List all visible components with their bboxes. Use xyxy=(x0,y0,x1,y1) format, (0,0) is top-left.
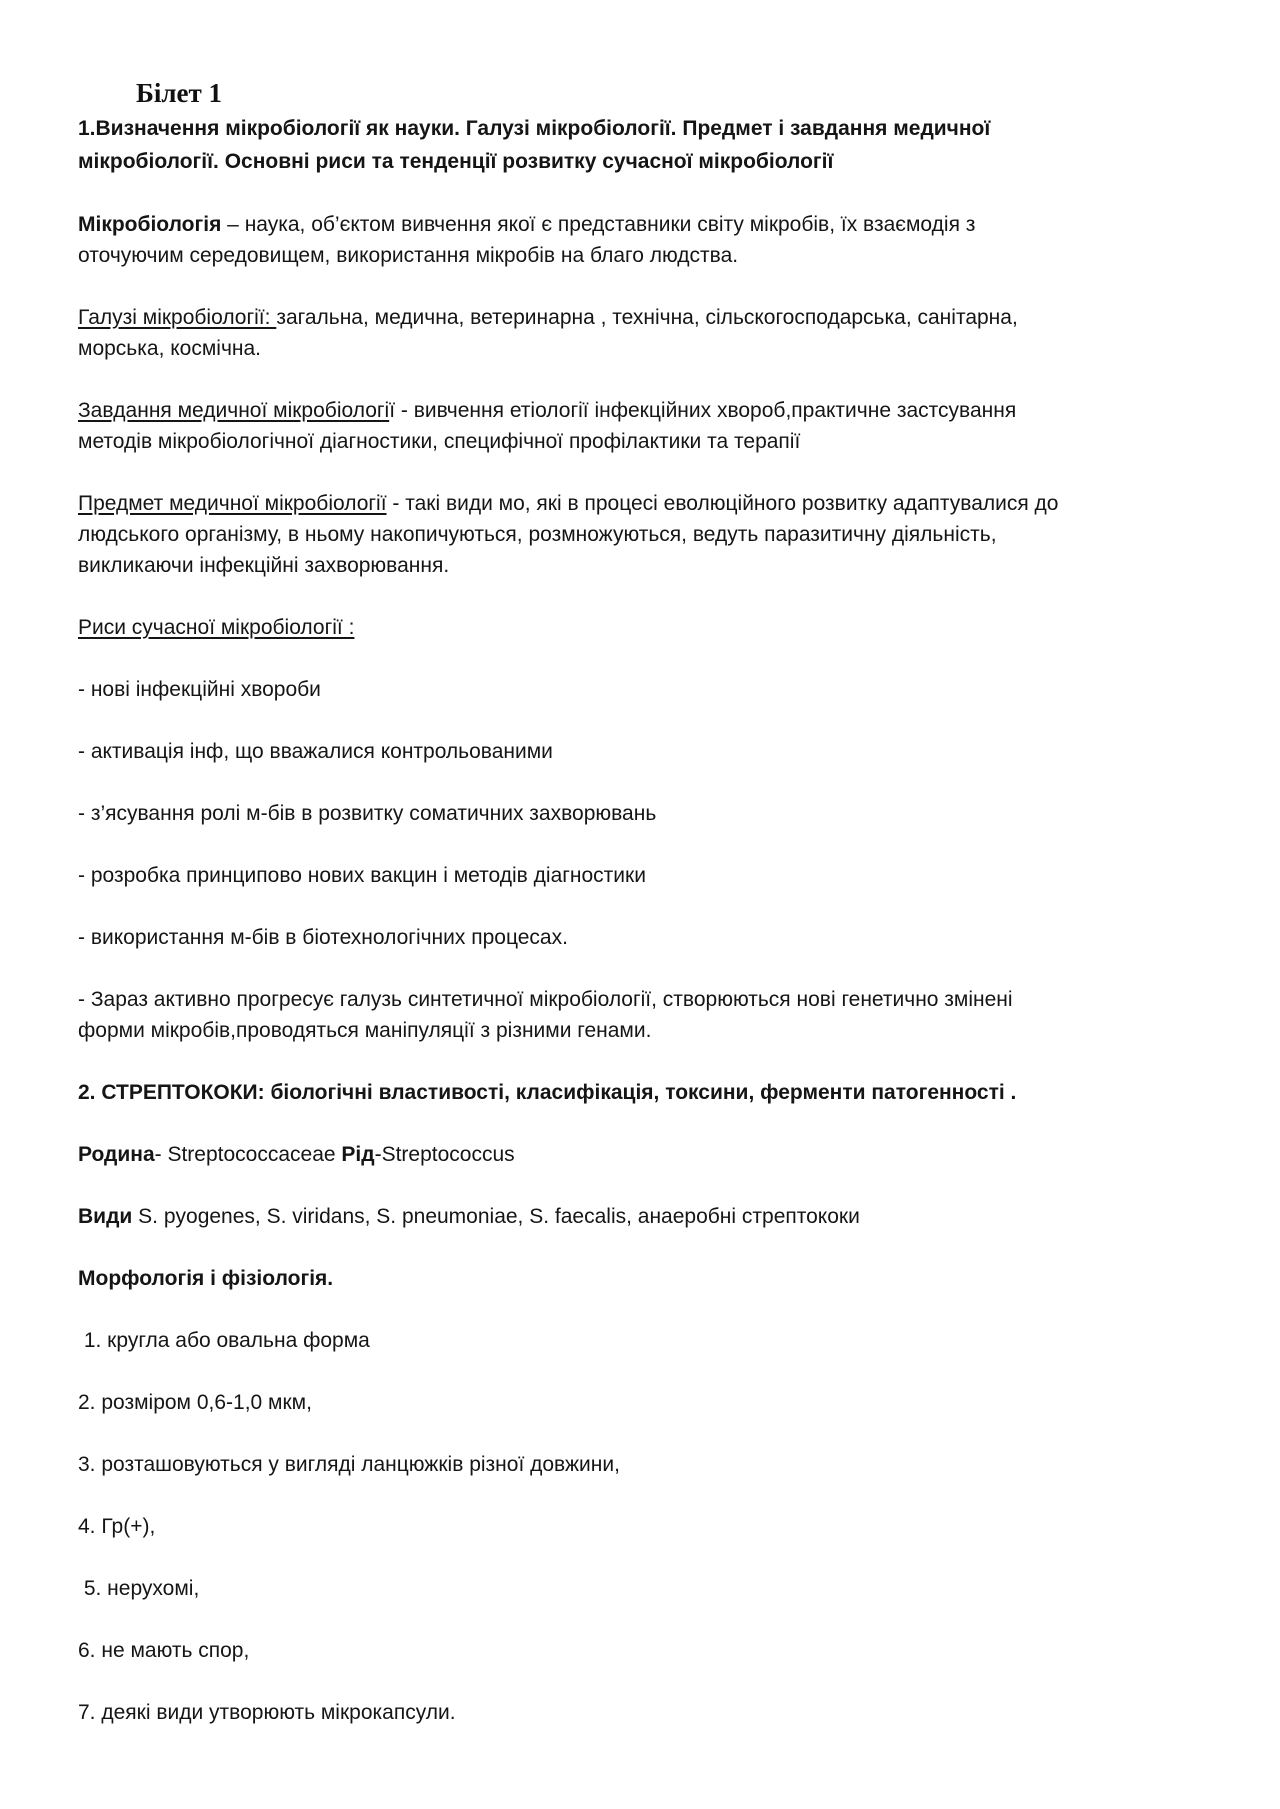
species-line xyxy=(78,1202,860,1232)
q1-heading-line1: 1.Визначення мікробіології як науки. Галузі мікробіології. Предмет і завдання медичної xyxy=(78,117,991,140)
branches-paragraph-line2: морська, космічна. xyxy=(78,337,261,360)
subject-paragraph-line1 xyxy=(78,489,1059,519)
genus-value: -Streptococcus xyxy=(374,1143,515,1166)
morphology-item: 7. деякі види утворюють мікрокапсули. xyxy=(78,1701,456,1724)
tasks-paragraph-line2: методів мікробіологічної діагностики, специфічної профілактики та терапії xyxy=(78,430,801,453)
morphology-item: 6. не мають спор, xyxy=(78,1639,250,1662)
family-value: - Streptococcaceae xyxy=(154,1143,342,1166)
synthetic-paragraph-line2: форми мікробів,проводяться маніпуляції з різними генами. xyxy=(78,1019,652,1042)
family-label: Родина xyxy=(78,1143,155,1166)
morphology-item: 3. розташовуються у вигляді ланцюжків різної довжини, xyxy=(78,1453,620,1476)
tasks-text: ї - вивчення етіології інфекційних хвороб,практичне застсування xyxy=(389,399,1017,422)
feature-item: - активація інф, що вважалися контрольованими xyxy=(78,740,553,763)
genus-label: Рід xyxy=(341,1143,375,1166)
morphology-item: 2. розміром 0,6-1,0 мкм, xyxy=(78,1391,312,1414)
morphology-item: 4. Гр(+), xyxy=(78,1515,156,1538)
q2-heading: 2. СТРЕПТОКОКИ: біологічні властивості, класифікація, токсини, ферменти патогенності . xyxy=(78,1081,1017,1104)
subject-paragraph-line3: викликаючи інфекційні захворювання. xyxy=(78,554,450,577)
features-label: Риси сучасної мікробіології : xyxy=(78,616,355,639)
branches-label: Галузі мікробіології: xyxy=(78,306,277,329)
q1-heading-line2: мікробіології. Основні риси та тенденції розвитку сучасної мікробіології xyxy=(78,150,834,173)
branches-paragraph-line1 xyxy=(78,303,1018,333)
morphology-item: 5. нерухомі, xyxy=(78,1577,200,1600)
definition-text: – наука, об’єктом вивчення якої є представники світу мікробів, їх взаємодія з xyxy=(221,213,976,236)
subject-label: Предмет медичної мікробіології xyxy=(78,492,387,515)
species-label: Види xyxy=(78,1205,133,1228)
feature-item: - нові інфекційні хвороби xyxy=(78,678,321,701)
tasks-paragraph-line1 xyxy=(78,396,1016,426)
subject-paragraph-line2: людського організму, в ньому накопичуються, розмножуються, ведуть паразитичну діяльність, xyxy=(78,523,997,546)
morphology-heading: Морфологія і фізіологія. xyxy=(78,1267,334,1290)
morphology-item: 1. кругла або овальна форма xyxy=(78,1329,370,1352)
family-genus-line xyxy=(78,1140,515,1170)
feature-item: - розробка принципово нових вакцин і методів діагностики xyxy=(78,864,646,887)
species-value: S. pyogenes, S. viridans, S. pneumoniae, S. faecalis, анаеробні стрептококи xyxy=(132,1205,860,1228)
branches-text: загальна, медична, ветеринарна , технічна, сільскогосподарська, санітарна, xyxy=(276,306,1018,329)
synthetic-paragraph-line1: - Зараз активно прогресує галузь синтетичної мікробіології, створюються нові генетично змінені xyxy=(78,988,1013,1011)
definition-paragraph-line1 xyxy=(78,210,975,240)
ticket-title: Білет 1 xyxy=(136,78,222,108)
tasks-label: Завдання медичної мікробіологі xyxy=(78,399,390,422)
feature-item: - з’ясування ролі м-бів в розвитку соматичних захворювань xyxy=(78,802,657,825)
definition-paragraph-line2: оточуючим середовищем, використання мікробів на благо людства. xyxy=(78,244,739,267)
definition-term: Мікробіологія xyxy=(78,213,222,236)
feature-item: - використання м-бів в біотехнологічних процесах. xyxy=(78,926,568,949)
subject-text: - такі види мо, які в процесі еволюційного розвитку адаптувалися до xyxy=(386,492,1059,515)
